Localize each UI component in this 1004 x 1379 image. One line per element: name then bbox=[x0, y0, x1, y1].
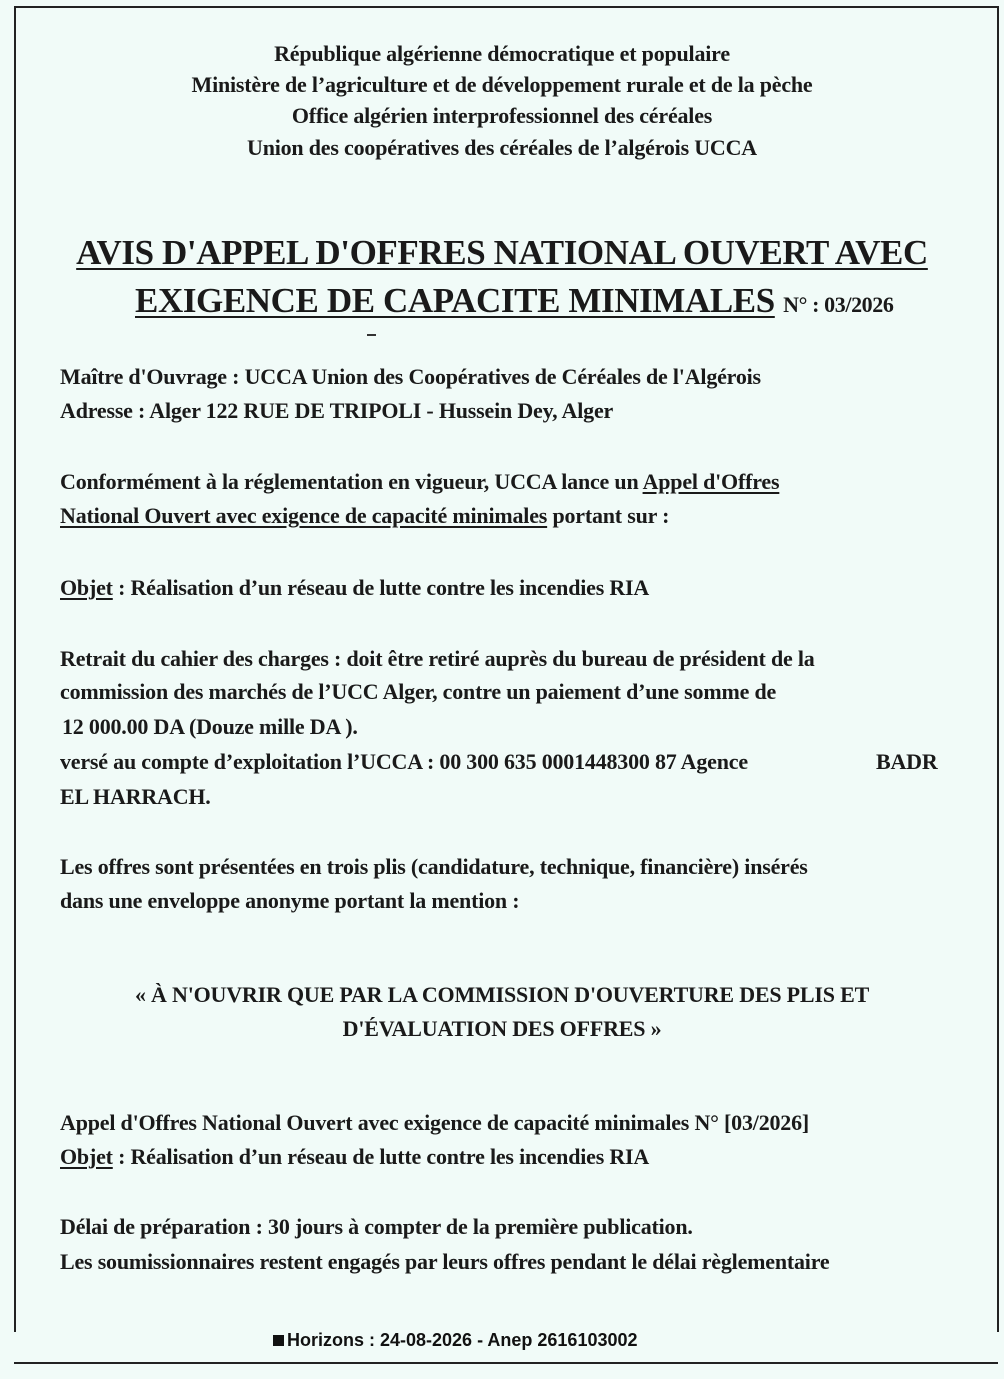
adresse: Adresse : Alger 122 RUE DE TRIPOLI - Hussein Dey, Alger bbox=[60, 398, 614, 423]
objet-label: Objet bbox=[60, 575, 113, 600]
notice-title-line1 bbox=[0, 233, 1004, 273]
retrait-account: versé au compte d’exploitation l’UCCA : 00 300 635 0001448300 87 Agence bbox=[60, 749, 748, 774]
retrait-line1: Retrait du cahier des charges : doit être retiré auprès du bureau de président de la bbox=[60, 646, 815, 671]
square-bullet-icon bbox=[273, 1335, 284, 1346]
publication-footer bbox=[273, 1330, 638, 1351]
header-office: Office algérien interprofessionnel des céréales bbox=[291, 103, 713, 128]
footer-text: Horizons : 24-08-2026 - Anep 2616103002 bbox=[287, 1330, 638, 1350]
retrait-bank: BADR bbox=[876, 749, 938, 774]
mention-line1: « À N'OUVRIR QUE PAR LA COMMISSION D'OUVERTURE DES PLIS ET bbox=[134, 982, 870, 1007]
recap-objet-text: : Réalisation d’un réseau de lutte contre les incendies RIA bbox=[112, 1144, 650, 1169]
stray-mark bbox=[367, 334, 376, 336]
notice-number: N° : 03/2026 bbox=[783, 292, 894, 317]
frame-border-left bbox=[14, 6, 16, 1332]
retrait-amount: 12 000.00 DA (Douze mille DA ). bbox=[62, 714, 358, 739]
objet-line bbox=[60, 575, 649, 601]
delai-line2: Les soumissionnaires restent engagés par leurs offres pendant le délai règlementaire bbox=[60, 1249, 830, 1274]
notice-title-line2 bbox=[135, 281, 893, 321]
maitre-ouvrage: Maître d'Ouvrage : UCCA Union des Coopératives de Céréales de l'Algérois bbox=[60, 364, 761, 389]
intro-link-national: National Ouvert avec exigence de capacité minimales bbox=[60, 503, 548, 528]
recap-objet-label: Objet bbox=[60, 1144, 113, 1169]
frame-border-right bbox=[997, 6, 999, 1332]
header-republic: République algérienne démocratique et populaire bbox=[274, 41, 730, 66]
intro-line1 bbox=[60, 469, 779, 495]
notice-title-text1: AVIS D'APPEL D'OFFRES NATIONAL OUVERT AVEC bbox=[76, 233, 928, 272]
header-union: Union des coopératives des céréales de l’algérois UCCA bbox=[247, 135, 757, 160]
intro-suffix: portant sur : bbox=[547, 503, 670, 528]
frame-border-top bbox=[14, 6, 998, 8]
retrait-line2: commission des marchés de l’UCC Alger, contre un paiement d’une somme de bbox=[60, 679, 777, 704]
delai-line1: Délai de préparation : 30 jours à compter de la première publication. bbox=[60, 1214, 693, 1239]
offres-line2: dans une enveloppe anonyme portant la mention : bbox=[60, 888, 520, 913]
objet-text: : Réalisation d’un réseau de lutte contre les incendies RIA bbox=[112, 575, 650, 600]
recap-objet-line bbox=[60, 1144, 649, 1170]
intro-prefix: Conformément à la réglementation en vigueur, UCCA lance un bbox=[60, 469, 643, 494]
retrait-branch: EL HARRACH. bbox=[60, 784, 211, 809]
header-ministry: Ministère de l’agriculture et de développement rurale et de la pèche bbox=[191, 72, 813, 97]
mention-line2: D'ÉVALUATION DES OFFRES » bbox=[342, 1016, 662, 1041]
frame-border-bottom bbox=[14, 1362, 998, 1364]
recap-line1: Appel d'Offres National Ouvert avec exigence de capacité minimales N° [03/2026] bbox=[60, 1110, 810, 1135]
intro-link-appel: Appel d'Offres bbox=[642, 469, 780, 494]
intro-line2 bbox=[60, 503, 669, 529]
offres-line1: Les offres sont présentées en trois plis (candidature, technique, financière) insérés bbox=[60, 854, 808, 879]
notice-title-text2: EXIGENCE DE CAPACITE MINIMALES bbox=[135, 281, 775, 320]
